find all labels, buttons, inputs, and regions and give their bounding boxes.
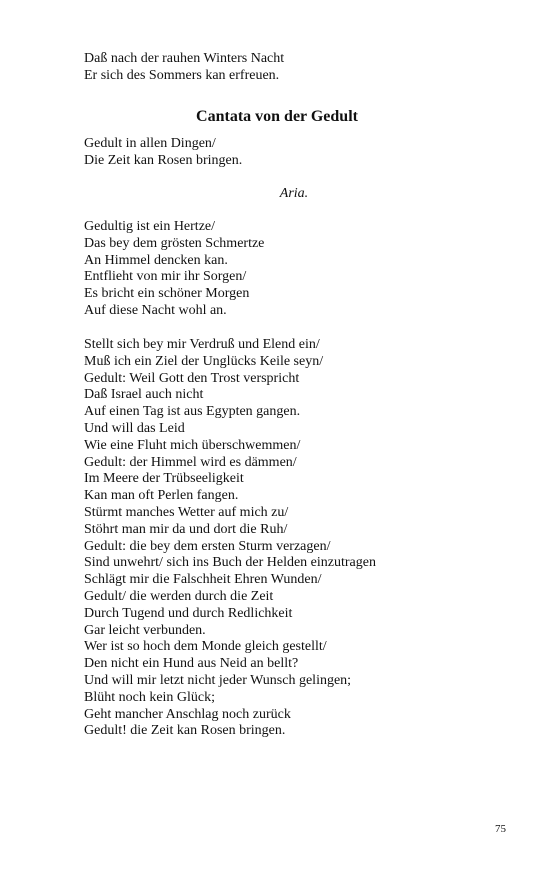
page-number: 75 bbox=[495, 823, 506, 835]
verse-line: Und will mir letzt nicht jeder Wunsch gelingen; bbox=[84, 672, 352, 688]
verse-line: Und will das Leid bbox=[84, 420, 185, 436]
cantata-title: Cantata von der Gedult bbox=[196, 108, 358, 125]
verse-line: Stellt sich bey mir Verdruß und Elend ein/ bbox=[84, 337, 320, 352]
verse-line: Gedult: die bey dem ersten Sturm verzagen/ bbox=[84, 538, 331, 554]
recitative-stanza bbox=[84, 337, 504, 740]
verse-line: Entflieht von mir ihr Sorgen/ bbox=[84, 269, 247, 285]
verse-line: Schlägt mir die Falschheit Ehren Wunden/ bbox=[84, 572, 322, 588]
verse-line: Muß ich ein Ziel der Unglücks Keile seyn/ bbox=[84, 353, 324, 369]
verse-line: Es bricht ein schöner Morgen bbox=[84, 286, 250, 302]
verse-line: Kan man oft Perlen fangen. bbox=[84, 488, 239, 504]
verse-line: Stöhrt man mir da und dort die Ruh/ bbox=[84, 521, 288, 537]
verse-line: Auf diese Nacht wohl an. bbox=[84, 302, 227, 318]
verse-line: Durch Tugend und durch Redlichkeit bbox=[84, 605, 293, 621]
verse-line: Den nicht ein Hund aus Neid an bellt? bbox=[84, 656, 299, 672]
verse-line: Gedult/ die werden durch die Zeit bbox=[84, 588, 274, 604]
verse-line: Stürmt manches Wetter auf mich zu/ bbox=[84, 504, 289, 520]
motto-stanza bbox=[84, 136, 504, 170]
verse-line: Blüht noch kein Glück; bbox=[84, 689, 216, 705]
verse-line: Sind unwehrt/ sich ins Buch der Helden einzutragen bbox=[84, 555, 376, 571]
verse-line: Geht mancher Anschlag noch zurück bbox=[84, 706, 291, 722]
verse-line: Gedult! die Zeit kan Rosen bringen. bbox=[84, 723, 286, 739]
verse-line: Daß Israel auch nicht bbox=[84, 387, 204, 403]
verse-line: Das bey dem grösten Schmertze bbox=[84, 235, 265, 251]
verse-line: Die Zeit kan Rosen bringen. bbox=[84, 152, 243, 168]
verse-line: Im Meere der Trübseeligkeit bbox=[84, 471, 244, 487]
aria-stanza bbox=[84, 219, 504, 320]
verse-line: Wie eine Fluht mich überschwemmen/ bbox=[84, 437, 301, 453]
verse-line: Daß nach der rauhen Winters Nacht bbox=[84, 51, 285, 66]
verse-line: Gar leicht verbunden. bbox=[84, 622, 206, 638]
preceding-verse-ending bbox=[84, 51, 504, 85]
verse-line: Gedult: der Himmel wird es dämmen/ bbox=[84, 454, 297, 470]
verse-line: Gedultig ist ein Hertze/ bbox=[84, 219, 216, 234]
verse-line: Gedult: Weil Gott den Trost verspricht bbox=[84, 370, 300, 386]
verse-line: Wer ist so hoch dem Monde gleich gestellt/ bbox=[84, 639, 327, 655]
verse-line: An Himmel dencken kan. bbox=[84, 252, 228, 268]
verse-line: Auf einen Tag ist aus Egypten gangen. bbox=[84, 404, 301, 420]
aria-heading: Aria. bbox=[279, 186, 309, 201]
verse-line: Er sich des Sommers kan erfreuen. bbox=[84, 67, 280, 83]
verse-line: Gedult in allen Dingen/ bbox=[84, 136, 216, 151]
